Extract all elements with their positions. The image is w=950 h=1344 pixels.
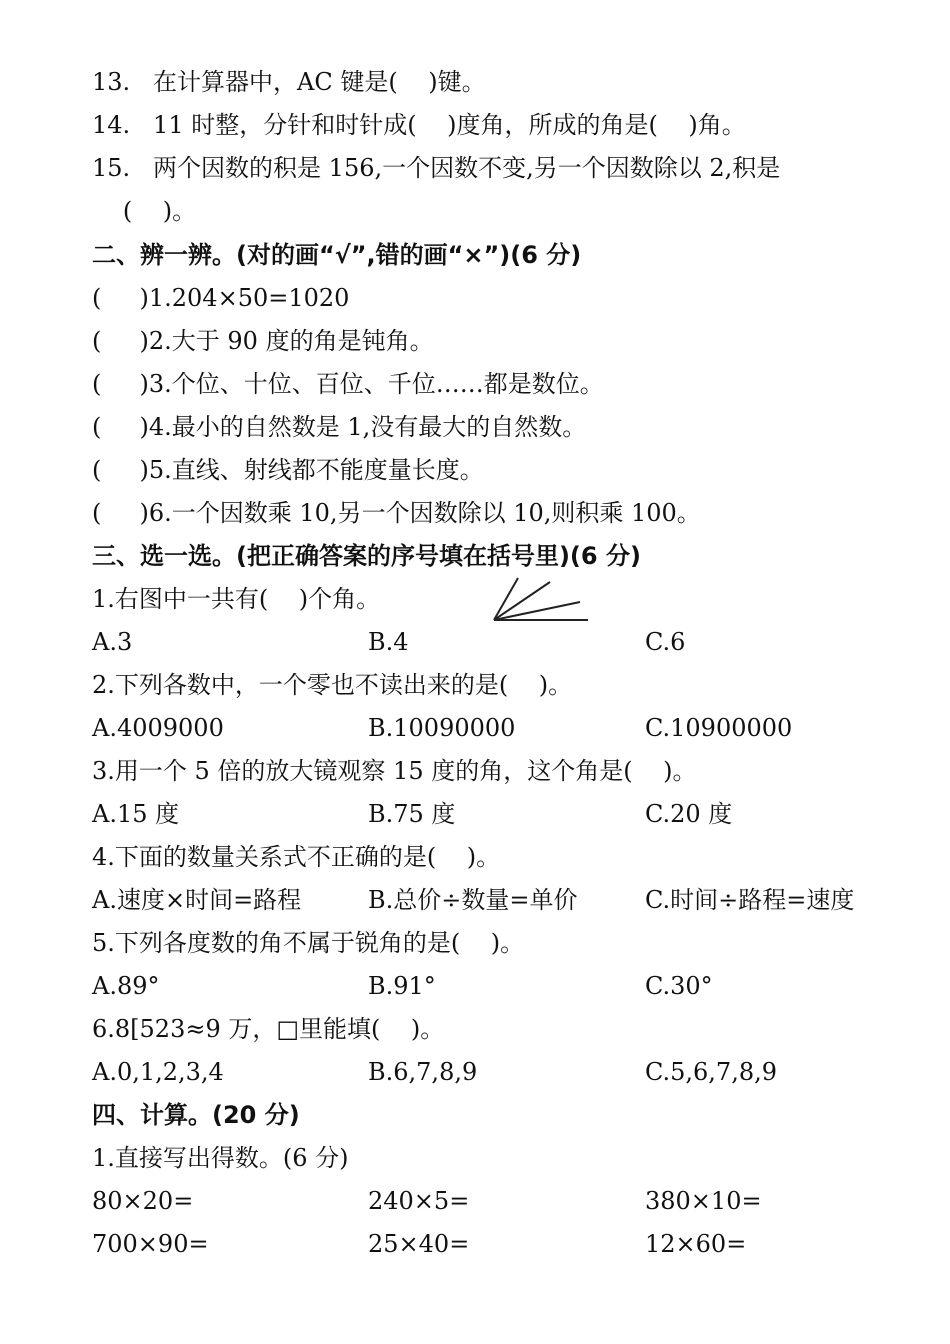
calc-subheading: 1.直接写出得数。(6 分) <box>92 1144 349 1172</box>
judge-item-6: ( )6.一个因数乘 10,另一个因数除以 10,则积乘 100。 <box>92 499 701 527</box>
q3-option-b: B.75 度 <box>368 800 456 828</box>
angle-rays-figure <box>488 576 588 626</box>
q6-option-b: B.6,7,8,9 <box>368 1058 478 1086</box>
choice-question-1: 1.右图中一共有( )个角。 <box>92 585 381 613</box>
choice-question-5: 5.下列各度数的角不属于锐角的是( )。 <box>92 929 525 957</box>
calc-item: 25×40= <box>368 1230 470 1258</box>
judge-item-4: ( )4.最小的自然数是 1,没有最大的自然数。 <box>92 413 587 441</box>
q3-option-a: A.15 度 <box>92 800 180 828</box>
question-15: 15. 两个因数的积是 156,一个因数不变,另一个因数除以 2,积是 <box>92 154 781 182</box>
q2-option-a: A.4009000 <box>92 714 224 742</box>
q5-option-a: A.89° <box>92 972 160 1000</box>
q4-option-a: A.速度×时间=路程 <box>92 886 302 914</box>
q2-option-c: C.10900000 <box>645 714 793 742</box>
q1-option-b: B.4 <box>368 628 409 656</box>
q3-option-c: C.20 度 <box>645 800 733 828</box>
calc-item: 80×20= <box>92 1187 194 1215</box>
q1-option-c: C.6 <box>645 628 686 656</box>
section-2-heading: 二、辨一辨。(对的画“√”,错的画“×”)(6 分) <box>92 241 582 269</box>
q1-option-a: A.3 <box>92 628 133 656</box>
choice-question-6: 6.8[523≈9 万，□里能填( )。 <box>92 1015 445 1043</box>
choice-question-2: 2.下列各数中，一个零也不读出来的是( )。 <box>92 671 573 699</box>
q6-option-a: A.0,1,2,3,4 <box>92 1058 224 1086</box>
question-13: 13. 在计算器中，AC 键是( )键。 <box>92 68 486 96</box>
q5-option-b: B.91° <box>368 972 436 1000</box>
calc-item: 700×90= <box>92 1230 209 1258</box>
calc-item: 12×60= <box>645 1230 747 1258</box>
section-3-heading: 三、选一选。(把正确答案的序号填在括号里)(6 分) <box>92 542 641 570</box>
q2-option-b: B.10090000 <box>368 714 516 742</box>
q4-option-b: B.总价÷数量=单价 <box>368 886 578 914</box>
calc-item: 380×10= <box>645 1187 762 1215</box>
section-4-heading: 四、计算。(20 分) <box>92 1101 300 1129</box>
judge-item-2: ( )2.大于 90 度的角是钝角。 <box>92 327 434 355</box>
q4-option-c: C.时间÷路程=速度 <box>645 886 855 914</box>
q6-option-c: C.5,6,7,8,9 <box>645 1058 777 1086</box>
choice-question-4: 4.下面的数量关系式不正确的是( )。 <box>92 843 501 871</box>
judge-item-3: ( )3.个位、十位、百位、千位……都是数位。 <box>92 370 604 398</box>
question-14: 14. 11 时整，分针和时针成( )度角，所成的角是( )角。 <box>92 111 746 139</box>
q5-option-c: C.30° <box>645 972 713 1000</box>
question-15-continued: ( )。 <box>100 197 197 225</box>
calc-item: 240×5= <box>368 1187 470 1215</box>
judge-item-1: ( )1.204×50=1020 <box>92 284 350 312</box>
judge-item-5: ( )5.直线、射线都不能度量长度。 <box>92 456 484 484</box>
choice-question-3: 3.用一个 5 倍的放大镜观察 15 度的角，这个角是( )。 <box>92 757 697 785</box>
